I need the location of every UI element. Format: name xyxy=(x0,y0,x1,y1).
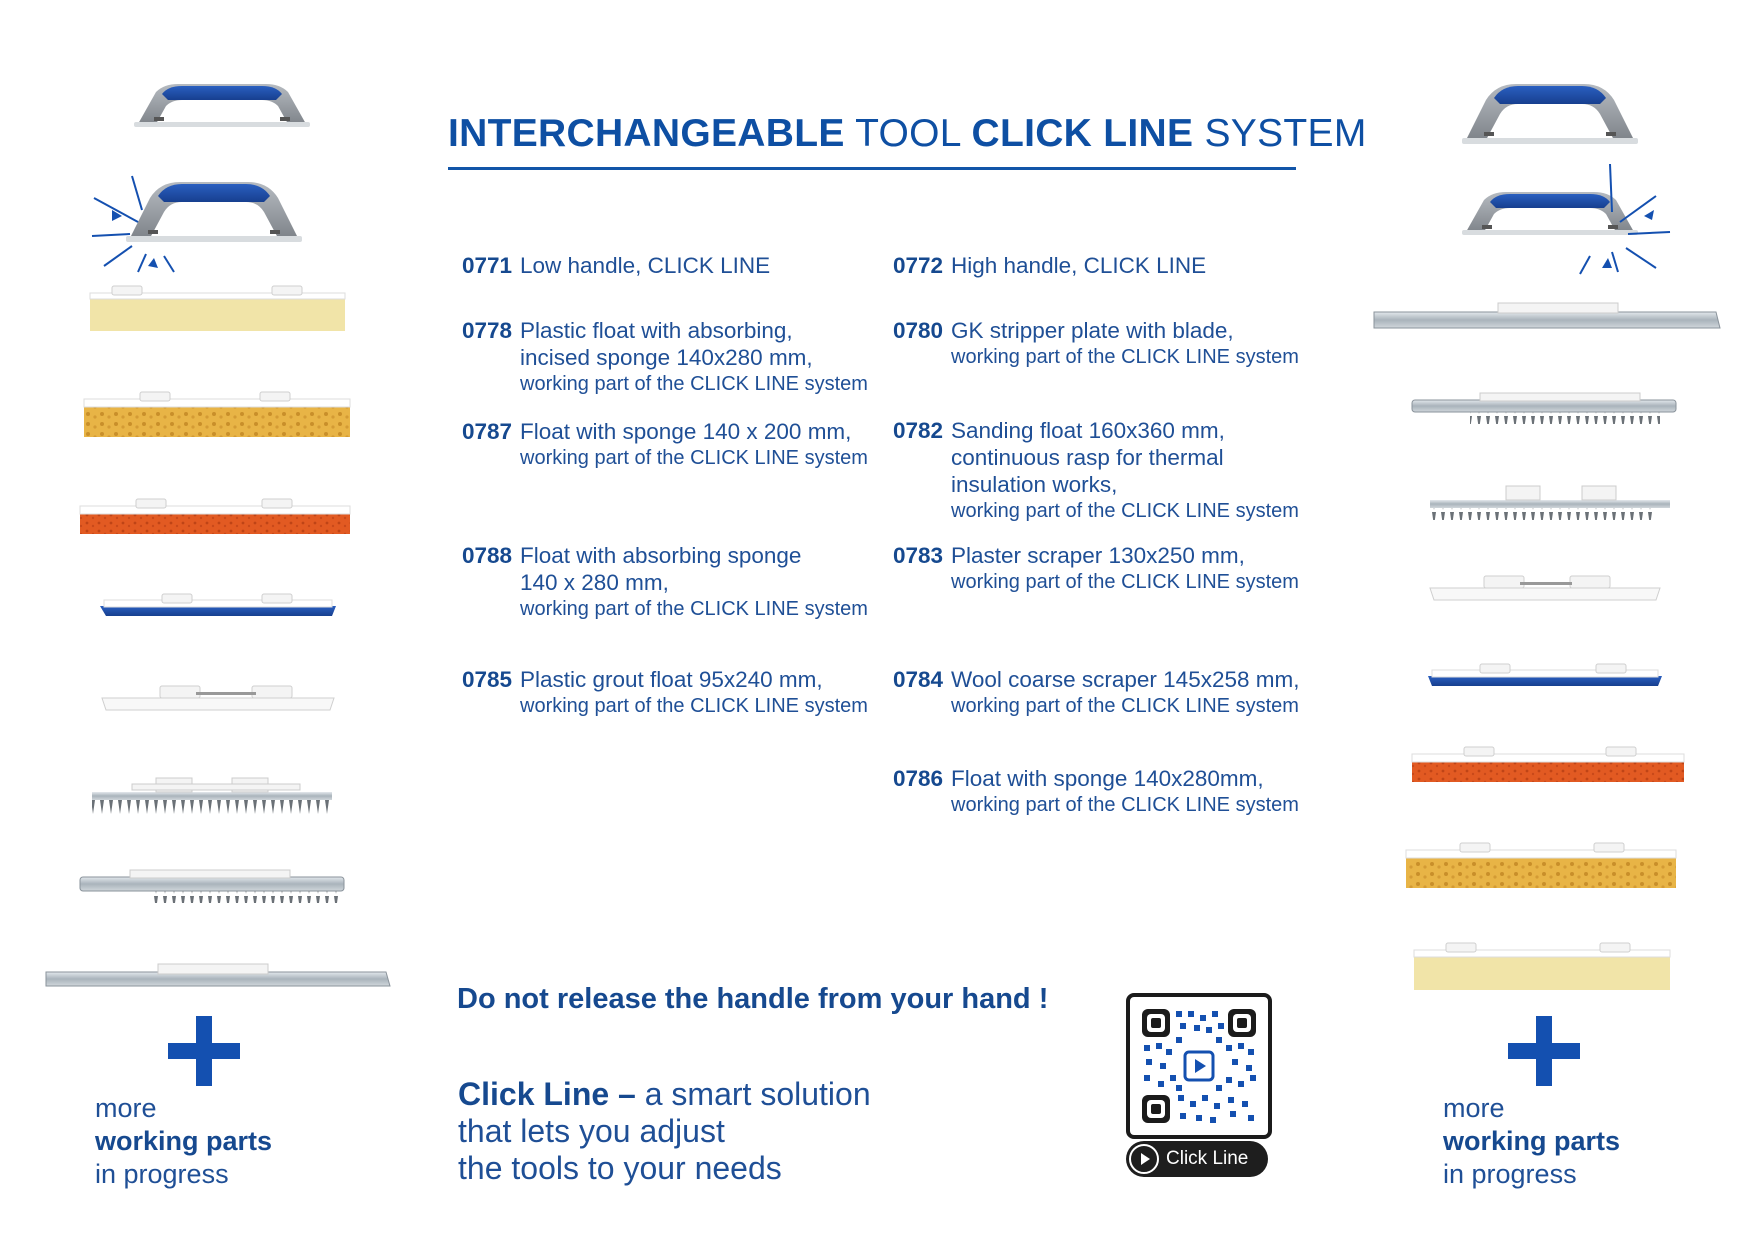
sponge-float-orange-right xyxy=(1412,747,1684,782)
product-code: 0787 xyxy=(462,419,513,444)
sponge-float-orange-left xyxy=(80,499,350,534)
product-code: 0782 xyxy=(893,418,944,443)
product-name: Float with absorbing sponge xyxy=(520,543,802,568)
sponge-float-cream-left xyxy=(90,286,345,331)
product-note: working part of the CLICK LINE system xyxy=(520,695,868,717)
product-code: 0780 xyxy=(893,318,944,343)
product-name: Low handle, CLICK LINE xyxy=(520,253,771,278)
more-parts-line3: in progress xyxy=(95,1159,229,1189)
slogan-line2: that lets you adjust xyxy=(458,1113,725,1149)
plaster-scraper-left xyxy=(102,686,334,710)
product-note: working part of the CLICK LINE system xyxy=(520,598,868,620)
more-parts-line3: in progress xyxy=(1443,1159,1577,1189)
more-parts-line2: working parts xyxy=(95,1126,273,1156)
sanding-float-left xyxy=(80,870,344,903)
slogan-line3: the tools to your needs xyxy=(458,1150,782,1186)
low-handle-image-left xyxy=(134,84,310,127)
product-name-line3: insulation works, xyxy=(951,472,1118,497)
slogan-line1: a smart solution xyxy=(635,1076,871,1112)
title-word-click-line: CLICK LINE xyxy=(971,112,1194,155)
product-code: 0788 xyxy=(462,543,513,568)
product-note: working part of the CLICK LINE system xyxy=(951,695,1299,717)
title-word-interchangeable: INTERCHANGEABLE xyxy=(448,112,845,155)
product-name: GK stripper plate with blade, xyxy=(951,318,1234,343)
product-name: Plastic grout float 95x240 mm, xyxy=(520,667,823,692)
product-note: working part of the CLICK LINE system xyxy=(520,373,868,395)
more-parts-line1: more xyxy=(1443,1093,1505,1123)
warning-text: Do not release the handle from your hand ! xyxy=(457,983,1049,1015)
title-word-tool: TOOL xyxy=(844,112,972,155)
low-handle-image-right xyxy=(1462,84,1638,144)
product-code: 0772 xyxy=(893,253,944,278)
high-handle-image-right xyxy=(1462,164,1670,274)
product-code: 0783 xyxy=(893,543,944,568)
product-code: 0771 xyxy=(462,253,513,278)
product-note: working part of the CLICK LINE system xyxy=(520,447,868,469)
more-parts-line2: working parts xyxy=(1443,1126,1621,1156)
sponge-float-cream-right xyxy=(1414,943,1670,990)
more-parts-line1: more xyxy=(95,1093,157,1123)
product-name: Plastic float with absorbing, xyxy=(520,318,793,343)
wool-scraper-left xyxy=(92,778,332,816)
product-note: working part of the CLICK LINE system xyxy=(951,571,1299,593)
product-name-line2: incised sponge 140x280 mm, xyxy=(520,345,813,370)
product-note: working part of the CLICK LINE system xyxy=(951,346,1299,368)
blue-grout-float-right xyxy=(1428,664,1662,686)
stripper-plate-left xyxy=(46,964,390,986)
product-name: Wool coarse scraper 145x258 mm, xyxy=(951,667,1300,692)
product-code: 0778 xyxy=(462,318,513,343)
sponge-float-yellow-left xyxy=(84,392,350,437)
click-line-video-label: Click Line xyxy=(1166,1148,1249,1169)
product-code: 0785 xyxy=(462,667,513,692)
product-name: Plaster scraper 130x250 mm, xyxy=(951,543,1245,568)
product-name-line2: 140 x 280 mm, xyxy=(520,570,669,595)
product-name-line2: continuous rasp for thermal xyxy=(951,445,1224,470)
product-name: Float with sponge 140 x 200 mm, xyxy=(520,419,852,444)
stripper-plate-right xyxy=(1374,303,1720,328)
product-code: 0786 xyxy=(893,766,944,791)
product-note: working part of the CLICK LINE system xyxy=(951,794,1299,816)
plus-icon-left xyxy=(168,1016,240,1086)
product-name: Sanding float 160x360 mm, xyxy=(951,418,1225,443)
product-name: High handle, CLICK LINE xyxy=(951,253,1207,278)
product-name: Float with sponge 140x280mm, xyxy=(951,766,1264,791)
wool-scraper-right xyxy=(1430,486,1670,520)
plus-icon-right xyxy=(1508,1016,1580,1086)
title-word-system: SYSTEM xyxy=(1193,112,1367,155)
slogan-brand: Click Line – xyxy=(458,1076,636,1112)
blue-grout-float-left xyxy=(100,594,336,616)
product-note: working part of the CLICK LINE system xyxy=(951,500,1299,522)
high-handle-image-left xyxy=(92,176,302,272)
sponge-float-yellow-right xyxy=(1406,843,1676,888)
plaster-scraper-right xyxy=(1430,576,1660,600)
product-code: 0784 xyxy=(893,667,944,692)
sanding-float-right xyxy=(1412,393,1676,424)
